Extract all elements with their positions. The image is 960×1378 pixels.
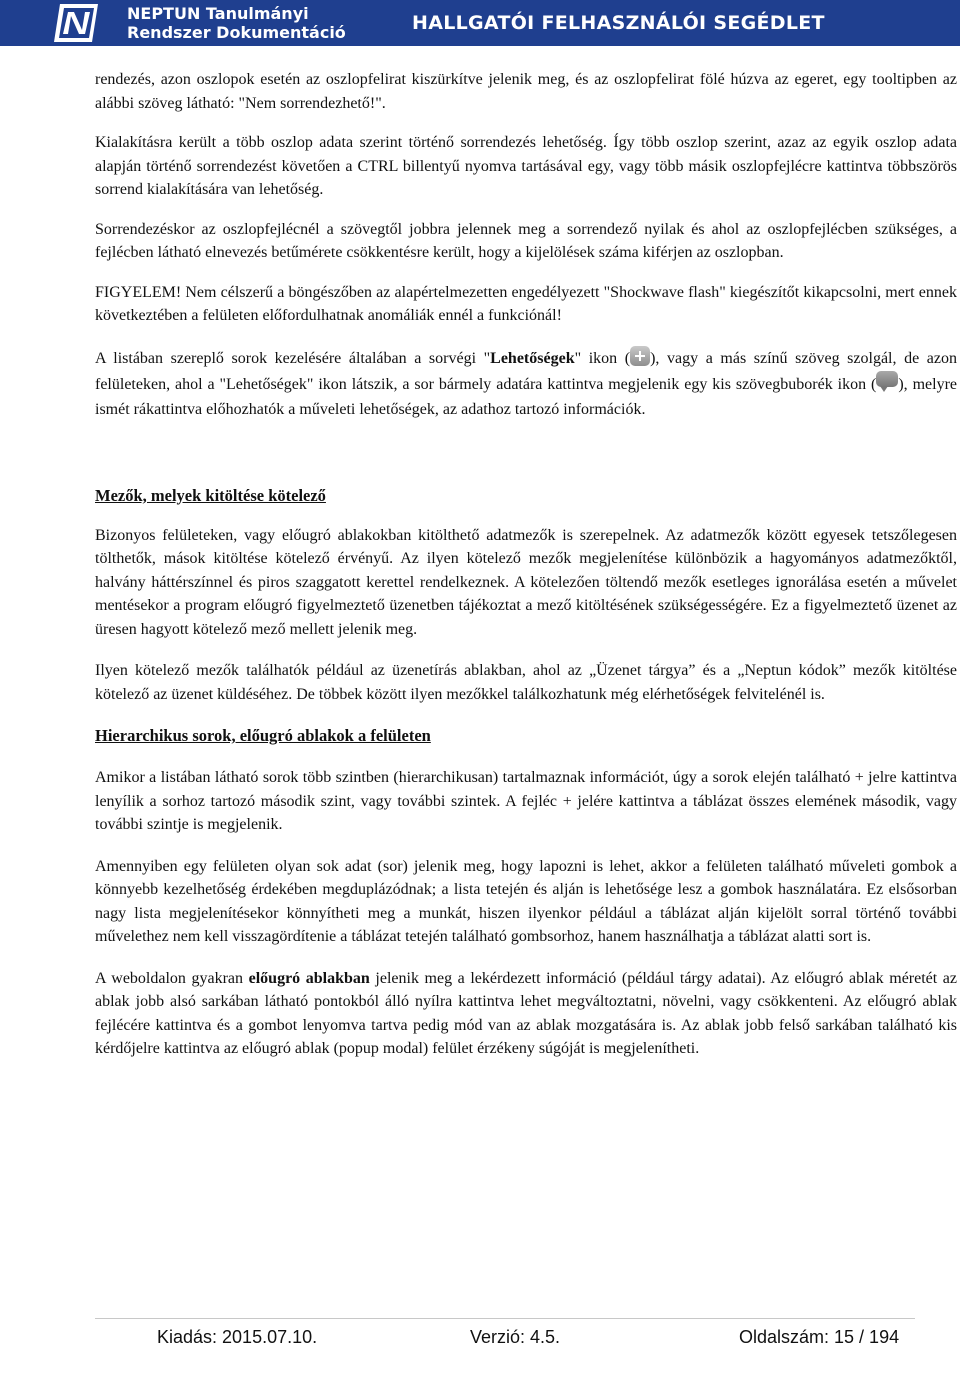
paragraph: A weboldalon gyakran előugró ablakban jelenik meg a lekérdezett információ (például tárgy adatai). Az előugró ablak méretét az ablak jobb alsó sarkában látható pontokból álló nyílra kattintva lehet megváltoztatni, növelni, vagy csökkenteni. Az előugró ablak fejlécére kattintva és a gombot lenyomva tartva pedig mód van az ablak mozgatására is. Az ablak jobb felső sarkában található kis kérdőjelre kattintva az előugró ablak (popup modal) felület érzékeny súgóját is megjelenítheti. (95, 969, 958, 1057)
paragraph: FIGYELEM! Nem célszerű a böngészőben az alapértelmezetten engedélyezett "Shockwave flash" kiegészítőt kikapcsolni, mert ennek következtében a felületen előfordulhatnak anomáliák ennél a funkciónál! (95, 283, 957, 324)
footer-page-number: Oldalszám: 15 / 194 (739, 1327, 900, 1347)
footer-release-date: Kiadás: 2015.07.10. (157, 1327, 318, 1347)
paragraph: Kialakításra került a több oszlop adata szerint történő sorrendezés lehetőség. Így több oszlop szerint, azaz az egyik oszlop adata alapján történő sorrendezést követően a CTRL billentyű nyomva tartásával egy, vagy több másik oszlopfejlécre kattintva többszörös sorrend kialakítására van lehetőség. (95, 134, 957, 198)
page-header (0, 0, 960, 46)
speech-bubble-icon (876, 371, 898, 387)
paragraph: Ilyen kötelező mezők találhatók például az üzenetírás ablakban, ahol az „Üzenet tárgya” és a „Neptun kódok” mezők kitöltése kötelező az üzenet küldéséhez. De többek között ilyen mezőkkel találkozhatunk még elérhetőségek felvitelénél is. (95, 662, 957, 703)
document-body (95, 68, 957, 1061)
options-term: Lehetőségek (490, 349, 575, 367)
header-brand (127, 4, 346, 42)
page-footer (0, 1327, 960, 1351)
header-title: HALLGATÓI FELHASZNÁLÓI SEGÉDLET (412, 12, 825, 34)
footer-divider (95, 1318, 915, 1319)
paragraph: Bizonyos felületeken, vagy előugró ablakokban kitölthető adatmezők is szerepelnek. Az adatmezők között egyesek tetszőlegesen tölthetők, mások kitöltése kötelező érvényű. Az ilyen kötelező mezők megjelenítése különbözik a hagyományos adatmezőktől, halvány háttérszínnel és piros szaggatott kerettel rendelkeznek. A kötelezően töltendő mezők esetleges ignorálása esetén a művelet mentésekor a program előugró figyelmeztető üzenetben tájékoztat a mező kitöltésének szükségességére. Ez a figyelmeztető üzenet az üresen hagyott kötelező mező mellett jelenik meg. (95, 526, 957, 638)
paragraph: A listában szereplő sorok kezelésére általában a sorvégi "Lehetőségek" ikon ( ), vagy a más színű szöveg szolgál, de azon felületeken, ahol a "Lehetőségek" ikon látszik, a sor bármely adatára kattintva megjelenik egy kis szövegbuborék ikon ( ), melyre ismét rákattintva előhozhatók a műveleti lehetőségek, az adathoz tartozó információk. (95, 346, 957, 422)
header-brand-line1: NEPTUN Tanulmányi (127, 4, 309, 23)
paragraph: Amikor a listában látható sorok több szintben (hierarchikusan) tartalmaznak információt, úgy a sorok elején található + jelre kattintva lenyílik a sorhoz tartozó második szint, vagy további szintek. A fejléc + jelére kattintva a táblázat összes elemének második, vagy további szintje is megjelenik. (95, 769, 957, 833)
neptun-logo-icon (52, 2, 100, 44)
footer-version: Verzió: 4.5. (470, 1327, 561, 1347)
section-heading: Hierarchikus sorok, előugró ablakok a felületen (95, 726, 431, 745)
popup-term: előugró ablakban (248, 969, 370, 987)
paragraph: Amennyiben egy felületen olyan sok adat (sor) jelenik meg, hogy lapozni is lehet, akkor a felületen található műveleti gombok a könnyebb kezelhetőség érdekében megduplázódnak; a lista tetején és alján is lehetősége lesz a gombok használatára. Ez elsősorban nagy lista megjelenítésekor könnyítheti meg a munkát, hiszen ilyenkor például a táblázat alján kijelölt sorral történő további művelethez nem kell visszagördítenie a táblázat tetején található gombsorhoz, hanem használhatja a táblázat alatti sort is. (95, 857, 957, 945)
plus-icon (630, 346, 650, 366)
section-heading: Mezők, melyek kitöltése kötelező (95, 485, 326, 505)
paragraph: rendezés, azon oszlopok esetén az oszlopfelirat kiszürkítve jelenik meg, és az oszlopfelirat fölé húzva az egeret, egy tooltipben az alábbi szöveg látható: "Nem sorrendezhető!". (95, 71, 957, 112)
paragraph: Sorrendezéskor az oszlopfejlécnél a szövegtől jobbra jelennek meg a sorrendező nyilak és ahol az oszlopfejlécben szükséges, a fejlécben látható elnevezés betűmérete csökkentésre került, hogy a kijelölések száma kiférjen az oszlopban. (95, 220, 957, 261)
header-brand-line2: Rendszer Dokumentáció (127, 23, 346, 42)
